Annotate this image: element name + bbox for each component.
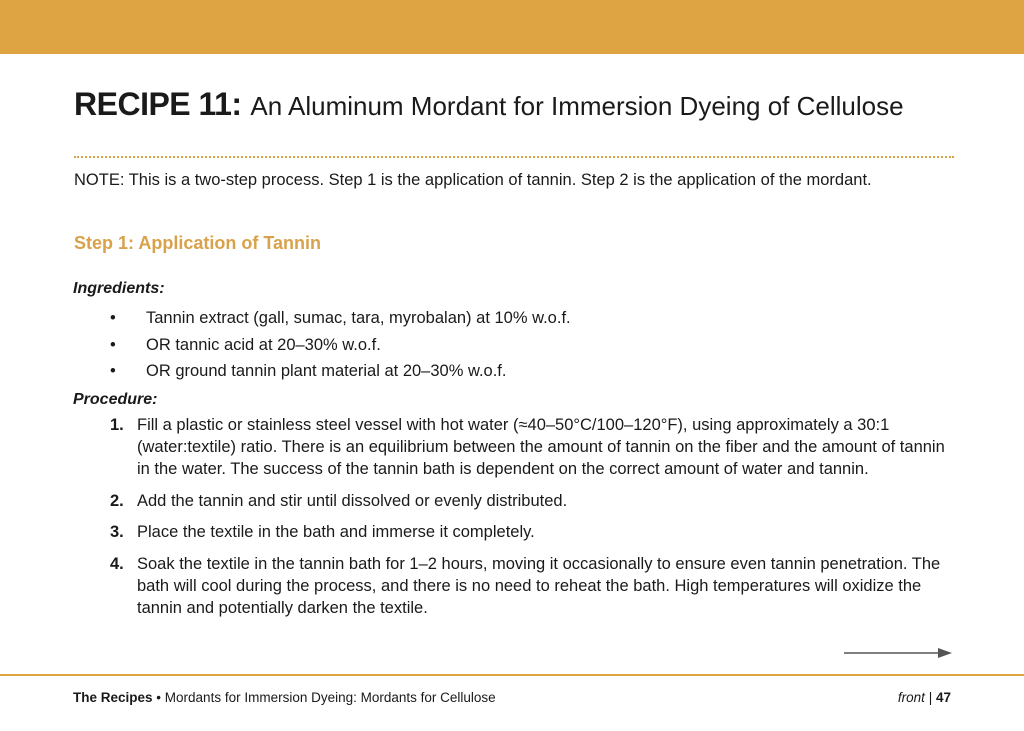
bullet-icon: • — [110, 362, 116, 380]
procedure-step — [110, 490, 955, 512]
bullet-icon: • — [110, 309, 116, 327]
procedure-step — [110, 553, 955, 619]
footer-separator: • — [156, 690, 162, 705]
step-title-text: Application of Tannin — [138, 233, 322, 253]
list-item — [110, 309, 571, 336]
step-text: Soak the textile in the tannin bath for 1–2 hours, moving it occasionally to ensure even tannin penetration. The bath will cool during the process, and there is no need to reheat the bath. High temperatures will oxidize the tannin and potentially darken the textile. — [137, 554, 941, 617]
procedure-step — [110, 521, 955, 543]
dotted-divider — [74, 156, 954, 158]
ingredients-list — [110, 309, 571, 389]
right-arrow-icon — [844, 646, 952, 660]
step-text: Add the tannin and stir until dissolved or evenly distributed. — [137, 491, 568, 510]
step-number: 2. — [110, 491, 124, 510]
note-text: NOTE: This is a two-step process. Step 1 is the application of tannin. Step 2 is the application of the mordant. — [74, 171, 872, 189]
footer-breadcrumb — [73, 690, 496, 705]
list-item — [110, 336, 571, 363]
step-text: Place the textile in the bath and immerse it completely. — [137, 523, 535, 541]
footer-page-info — [898, 690, 951, 705]
header-band — [0, 0, 1024, 54]
procedure-list — [110, 414, 955, 628]
footer-subsection: Mordants for Immersion Dyeing: Mordants for Cellulose — [164, 690, 496, 705]
footer-section: The Recipes — [73, 690, 153, 705]
ingredients-heading: Ingredients: — [73, 280, 165, 297]
footer-side: front — [897, 690, 925, 705]
ingredient-text: OR ground tannin plant material at 20–30% w.o.f. — [146, 362, 507, 380]
footer-rule — [0, 674, 1024, 676]
step-text: Fill a plastic or stainless steel vessel with hot water (≈40–50°C/100–120°F), using approximately a 30:1 (water:textile) ratio. There is an equilibrium between the amount of tannin on the fiber and the amount of tannin in the water. The success of the tannin bath is dependent on the correct amount of water and tannin. — [137, 416, 945, 478]
ingredient-text: OR tannic acid at 20–30% w.o.f. — [146, 335, 381, 354]
page-number: 47 — [935, 690, 951, 705]
step-number: 1. — [110, 416, 124, 434]
recipe-title — [74, 86, 904, 123]
recipe-name: An Aluminum Mordant for Immersion Dyeing of Cellulose — [250, 91, 904, 121]
footer-divider: | — [928, 690, 933, 705]
step-number: 3. — [110, 523, 124, 541]
step-heading — [74, 233, 321, 254]
procedure-step — [110, 414, 955, 480]
step-number: 4. — [110, 554, 124, 573]
list-item — [110, 362, 571, 389]
step-label: Step 1: — [74, 233, 135, 253]
ingredient-text: Tannin extract (gall, sumac, tara, myrobalan) at 10% w.o.f. — [146, 309, 571, 327]
procedure-heading: Procedure: — [73, 391, 158, 408]
recipe-number: RECIPE 11: — [74, 86, 242, 122]
bullet-icon: • — [110, 335, 116, 354]
